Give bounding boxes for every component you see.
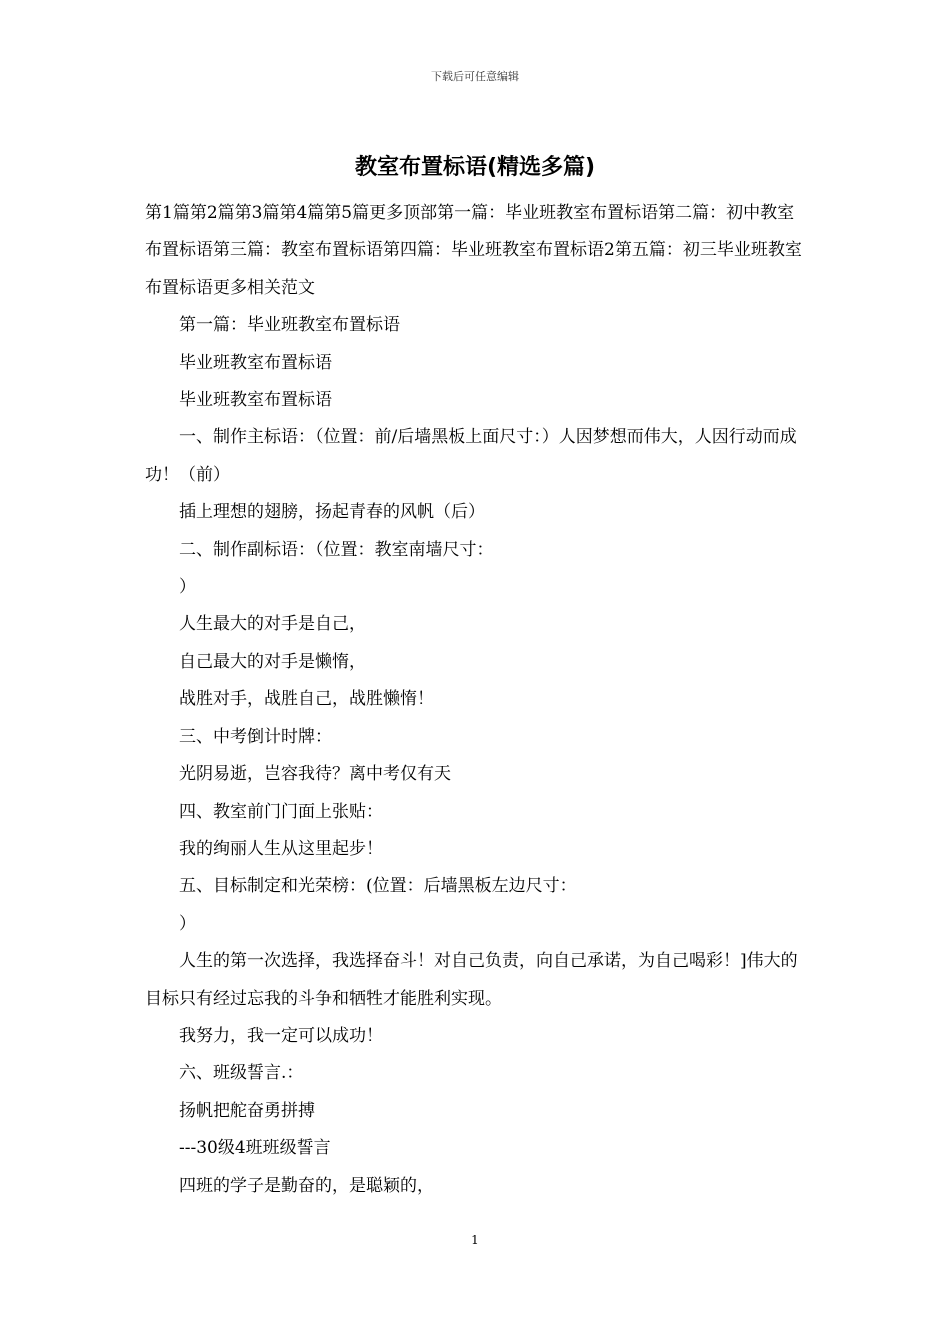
paragraph: 自己最大的对手是懒惰， bbox=[179, 651, 366, 672]
page-header: 下载后可任意编辑 bbox=[431, 70, 519, 83]
paragraph: 人生的第一次选择，我选择奋斗！对自己负责，向自己承诺，为自己喝彩！]伟大的目标只有经过忘我的斗争和牺牲才能胜利实现。 bbox=[145, 951, 798, 1009]
paragraph: 六、班级誓言.： bbox=[179, 1063, 304, 1084]
paragraph: 四、教室前门门面上张贴： bbox=[179, 801, 383, 822]
paragraph: 第1篇第2篇第3篇第4篇第5篇更多顶部第一篇：毕业班教室布置标语第二篇：初中教室布置标语第三篇：教室布置标语第四篇：毕业班教室布置标语2第五篇：初三毕业班教室布置标语更多相关范文 bbox=[145, 203, 802, 298]
document-title: 教室布置标语(精选多篇) bbox=[354, 155, 596, 180]
paragraph: 四班的学子是勤奋的，是聪颖的， bbox=[179, 1175, 434, 1196]
paragraph: 毕业班教室布置标语 bbox=[179, 390, 332, 411]
paragraph: 人生最大的对手是自己， bbox=[179, 614, 366, 635]
page-number: 1 bbox=[471, 1233, 479, 1247]
paragraph: 插上理想的翅膀，扬起青春的风帆（后） bbox=[179, 502, 485, 523]
paragraph: 我努力，我一定可以成功！ bbox=[179, 1025, 383, 1046]
paragraph: 第一篇：毕业班教室布置标语 bbox=[179, 315, 400, 336]
paragraph: ） bbox=[179, 913, 196, 934]
paragraph: 光阴易逝，岂容我待？离中考仅有天 bbox=[179, 764, 451, 785]
paragraph: ） bbox=[179, 577, 196, 598]
paragraph: 毕业班教室布置标语 bbox=[179, 352, 332, 373]
paragraph: 一、制作主标语：（位置：前/后墙黑板上面尺寸：）人因梦想而伟大，人因行动而成功！（前） bbox=[145, 427, 797, 485]
paragraph: 我的绚丽人生从这里起步！ bbox=[179, 838, 383, 859]
paragraph: 战胜对手，战胜自己，战胜懒惰！ bbox=[179, 689, 434, 710]
paragraph: 扬帆把舵奋勇拼搏 bbox=[179, 1100, 315, 1121]
paragraph: ---30级4班班级誓言 bbox=[179, 1138, 331, 1159]
paragraph: 二、制作副标语：（位置：教室南墙尺寸： bbox=[179, 539, 494, 560]
document-body bbox=[145, 195, 807, 1205]
paragraph: 三、中考倒计时牌： bbox=[179, 726, 332, 747]
paragraph: 五、目标制定和光荣榜：(位置：后墙黑板左边尺寸： bbox=[179, 876, 577, 897]
